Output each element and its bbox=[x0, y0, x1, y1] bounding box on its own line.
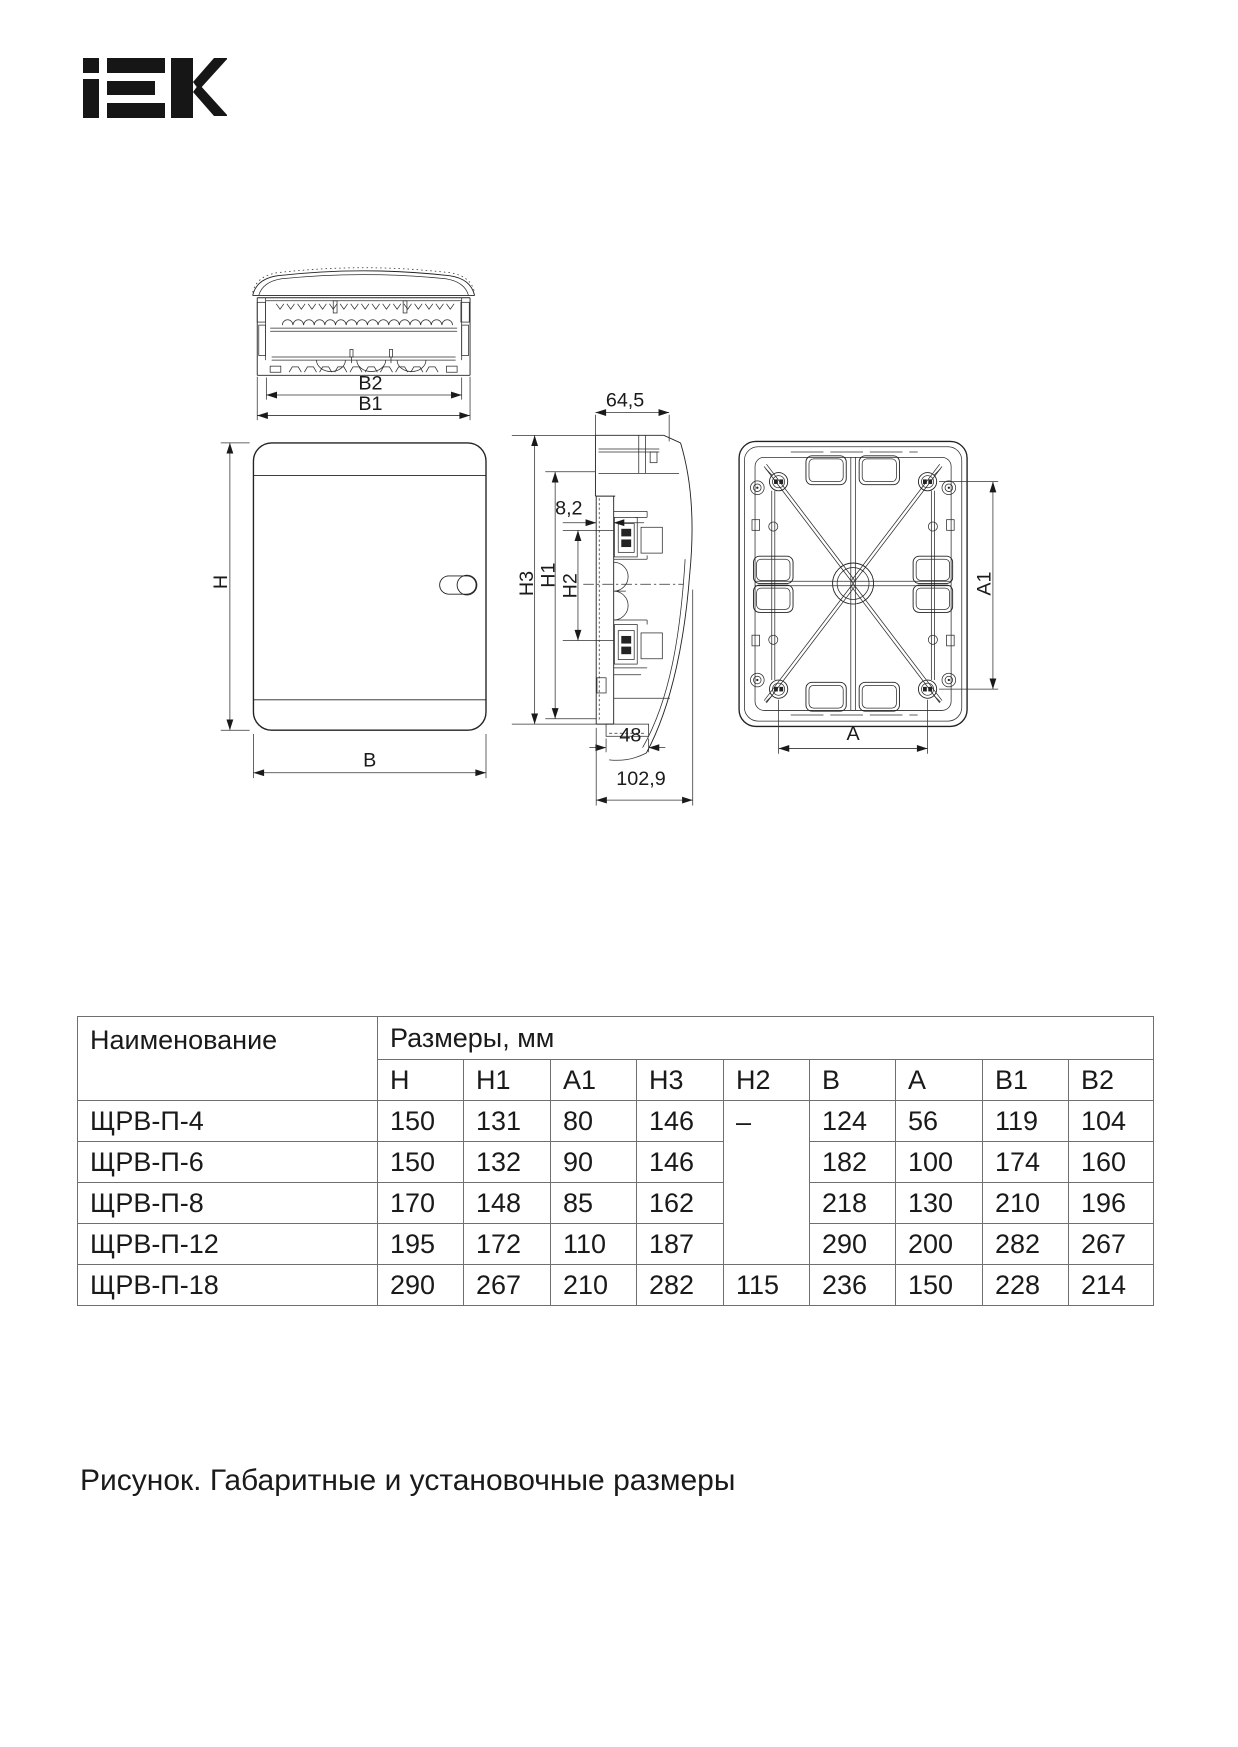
cell-b2: 160 bbox=[1069, 1142, 1154, 1183]
cell-name: ЩРВ-П-8 bbox=[78, 1183, 378, 1224]
cell-b2: 104 bbox=[1069, 1101, 1154, 1142]
dim-label-8-2: 8,2 bbox=[555, 497, 583, 520]
cell-b: 236 bbox=[810, 1265, 896, 1306]
dim-label-b2: B2 bbox=[358, 372, 383, 395]
side-view-drawing bbox=[512, 389, 693, 805]
table-row bbox=[78, 1101, 1154, 1142]
cell-a1: 210 bbox=[551, 1265, 637, 1306]
cell-h: 195 bbox=[378, 1224, 464, 1265]
cell-name: ЩРВ-П-6 bbox=[78, 1142, 378, 1183]
table-row bbox=[78, 1142, 1154, 1183]
col-header-a: А bbox=[896, 1060, 983, 1101]
dim-label-b1: B1 bbox=[358, 393, 383, 416]
dim-label-h1: H1 bbox=[537, 562, 560, 588]
table-row bbox=[78, 1183, 1154, 1224]
cell-name: ЩРВ-П-4 bbox=[78, 1101, 378, 1142]
cell-b1: 228 bbox=[983, 1265, 1069, 1306]
table-row bbox=[78, 1265, 1154, 1306]
cell-h1: 267 bbox=[464, 1265, 551, 1306]
front-view-drawing bbox=[210, 443, 486, 778]
cell-h1: 148 bbox=[464, 1183, 551, 1224]
col-header-name: Наименование bbox=[78, 1017, 378, 1101]
dim-h2 bbox=[559, 530, 613, 640]
dim-102-9 bbox=[596, 590, 693, 806]
figure-caption: Рисунок. Габаритные и установочные размеры bbox=[80, 1464, 736, 1497]
col-header-h3: Н3 bbox=[637, 1060, 724, 1101]
col-header-h2: Н2 bbox=[724, 1060, 810, 1101]
cell-a: 100 bbox=[896, 1142, 983, 1183]
cell-b1: 119 bbox=[983, 1101, 1069, 1142]
dim-label-h2: H2 bbox=[559, 573, 582, 599]
cell-a1: 85 bbox=[551, 1183, 637, 1224]
dim-label-a1: A1 bbox=[973, 571, 996, 596]
col-header-b: В bbox=[810, 1060, 896, 1101]
cell-b1: 282 bbox=[983, 1224, 1069, 1265]
cell-h3: 282 bbox=[637, 1265, 724, 1306]
cell-b1: 210 bbox=[983, 1183, 1069, 1224]
dim-label-102-9: 102,9 bbox=[616, 767, 666, 790]
col-header-a1: А1 bbox=[551, 1060, 637, 1101]
table-row bbox=[78, 1224, 1154, 1265]
cell-a: 150 bbox=[896, 1265, 983, 1306]
dim-label-h3: H3 bbox=[516, 570, 539, 597]
cell-a1: 90 bbox=[551, 1142, 637, 1183]
cell-a: 130 bbox=[896, 1183, 983, 1224]
cell-h: 150 bbox=[378, 1142, 464, 1183]
cell-h: 150 bbox=[378, 1101, 464, 1142]
iek-logo-glyphs bbox=[83, 58, 227, 118]
dim-h bbox=[210, 443, 250, 730]
cell-b: 290 bbox=[810, 1224, 896, 1265]
cell-a: 56 bbox=[896, 1101, 983, 1142]
cell-b: 124 bbox=[810, 1101, 896, 1142]
cell-a1: 110 bbox=[551, 1224, 637, 1265]
col-header-b1: В1 bbox=[983, 1060, 1069, 1101]
cell-h3: 146 bbox=[637, 1142, 724, 1183]
cell-b2: 267 bbox=[1069, 1224, 1154, 1265]
rear-view-drawing bbox=[739, 441, 998, 753]
col-header-h1: Н1 bbox=[464, 1060, 551, 1101]
cell-name: ЩРВ-П-18 bbox=[78, 1265, 378, 1306]
cell-b: 182 bbox=[810, 1142, 896, 1183]
dim-label-h: H bbox=[209, 574, 232, 590]
col-header-sizes: Размеры, мм bbox=[378, 1017, 1154, 1060]
dim-label-48: 48 bbox=[619, 724, 642, 747]
dim-label-64-5: 64,5 bbox=[605, 389, 645, 412]
cell-h3: 146 bbox=[637, 1101, 724, 1142]
cell-h: 170 bbox=[378, 1183, 464, 1224]
iek-logo bbox=[82, 56, 227, 118]
top-view-drawing bbox=[253, 268, 475, 420]
dimension-drawings bbox=[0, 240, 1238, 1000]
table-header-row-group bbox=[78, 1017, 1154, 1060]
door-lock bbox=[440, 576, 476, 594]
cell-h1: 132 bbox=[464, 1142, 551, 1183]
cell-b1: 174 bbox=[983, 1142, 1069, 1183]
dim-64-5 bbox=[595, 389, 669, 441]
cell-a1: 80 bbox=[551, 1101, 637, 1142]
dim-b bbox=[253, 734, 486, 778]
cell-h: 290 bbox=[378, 1265, 464, 1306]
cell-a: 200 bbox=[896, 1224, 983, 1265]
cell-h1: 131 bbox=[464, 1101, 551, 1142]
cell-b: 218 bbox=[810, 1183, 896, 1224]
cell-h2: 115 bbox=[724, 1265, 810, 1306]
cell-b2: 214 bbox=[1069, 1265, 1154, 1306]
cell-b2: 196 bbox=[1069, 1183, 1154, 1224]
cell-h2-merged: – bbox=[724, 1101, 810, 1265]
dimensions-table bbox=[77, 1016, 1154, 1306]
cell-h3: 187 bbox=[637, 1224, 724, 1265]
dim-label-b: B bbox=[363, 749, 377, 772]
cell-h3: 162 bbox=[637, 1183, 724, 1224]
cell-h1: 172 bbox=[464, 1224, 551, 1265]
col-header-b2: В2 bbox=[1069, 1060, 1154, 1101]
dim-label-a: A bbox=[846, 723, 860, 746]
cell-name: ЩРВ-П-12 bbox=[78, 1224, 378, 1265]
col-header-h: Н bbox=[378, 1060, 464, 1101]
